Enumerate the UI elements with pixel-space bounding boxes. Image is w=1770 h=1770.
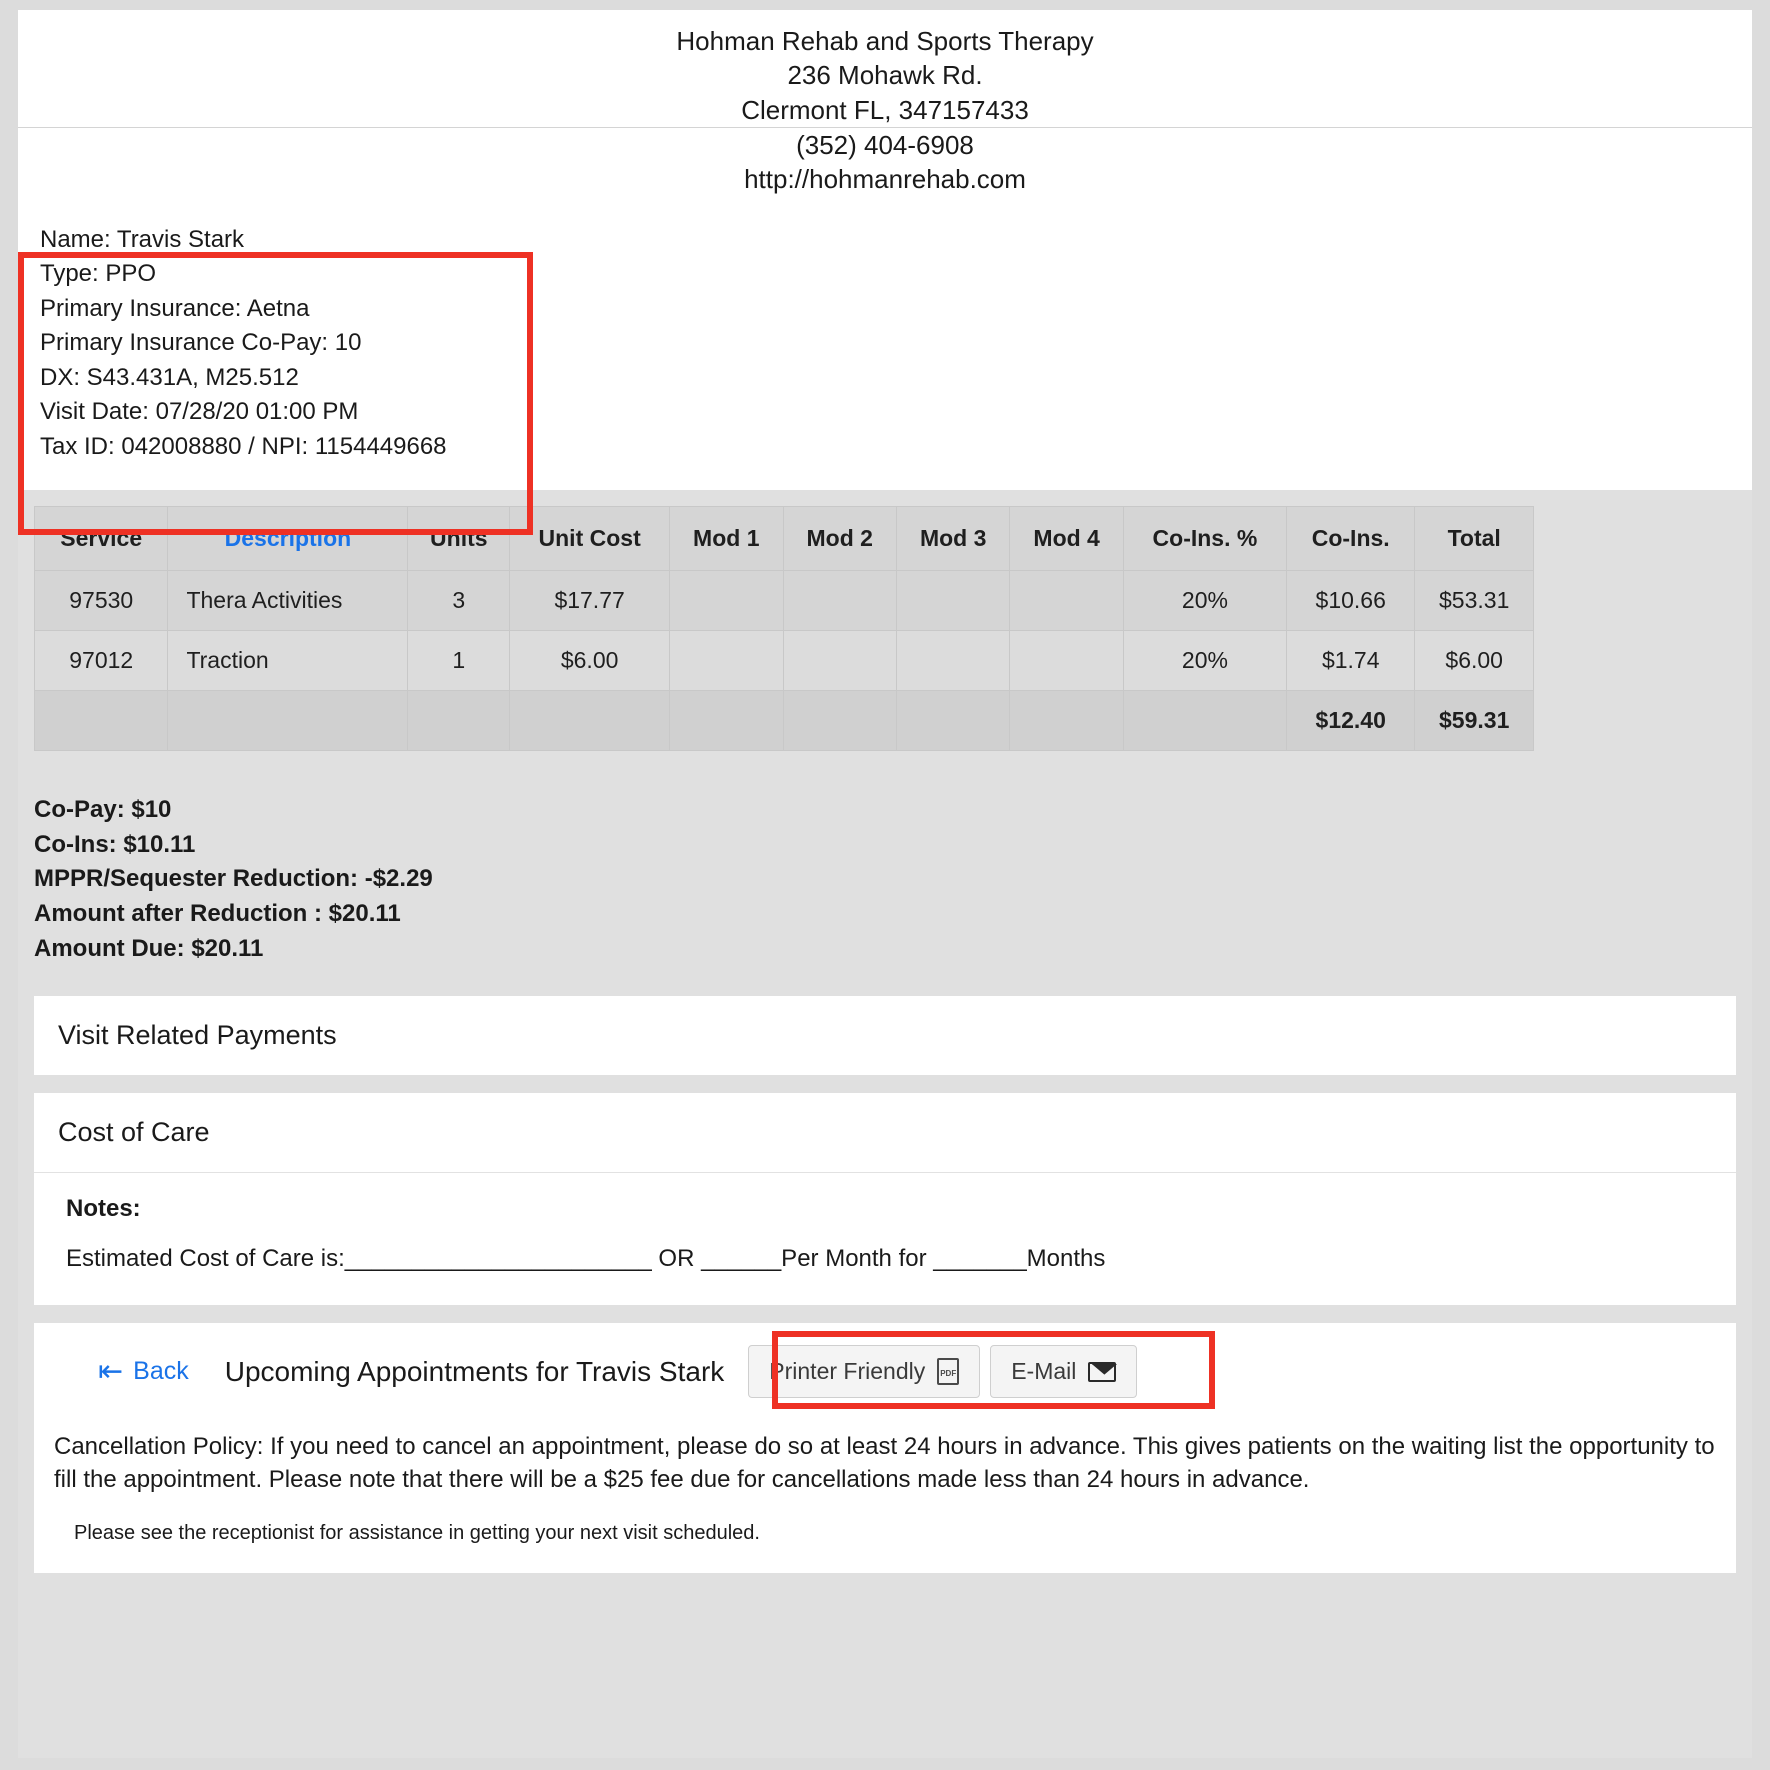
notes-label: Notes: bbox=[66, 1195, 141, 1223]
appointments-panel bbox=[34, 1323, 1736, 1418]
col-mod-1: Mod 1 bbox=[670, 507, 783, 571]
summary-amount-due: Amount Due: $20.11 bbox=[34, 934, 264, 962]
appointments-title: Upcoming Appointments for Travis Stark bbox=[224, 1355, 725, 1387]
printer-friendly-label: Printer Friendly bbox=[769, 1358, 926, 1385]
receptionist-note: Please see the receptionist for assistance in getting your next visit scheduled. bbox=[34, 1500, 1736, 1573]
patient-info bbox=[18, 207, 1752, 475]
clinic-city-state-zip: Clermont FL, 347157433 bbox=[741, 94, 1029, 125]
visit-related-payments-title: Visit Related Payments bbox=[58, 1020, 337, 1051]
cell-unit-cost: $6.00 bbox=[510, 631, 670, 691]
back-arrow-icon: ⇤ bbox=[98, 1354, 124, 1388]
col-unit-cost: Unit Cost bbox=[510, 507, 670, 571]
patient-type: Type: PPO bbox=[40, 260, 157, 288]
totals-blank-3 bbox=[408, 691, 510, 751]
totals-coins: $12.40 bbox=[1287, 691, 1415, 751]
printer-friendly-button[interactable] bbox=[748, 1345, 980, 1398]
patient-info-section bbox=[18, 207, 1752, 491]
totals-total: $59.31 bbox=[1415, 691, 1534, 751]
cell-unit-cost: $17.77 bbox=[510, 571, 670, 631]
email-button[interactable] bbox=[990, 1345, 1137, 1398]
cell-mod-1 bbox=[670, 631, 783, 691]
totals-blank-6 bbox=[783, 691, 896, 751]
totals-blank-8 bbox=[1010, 691, 1123, 751]
col-total: Total bbox=[1415, 507, 1534, 571]
cell-mod-1 bbox=[670, 571, 783, 631]
col-coins: Co-Ins. bbox=[1287, 507, 1415, 571]
totals-blank-9 bbox=[1123, 691, 1286, 751]
cell-service: 97012 bbox=[35, 631, 168, 691]
services-table bbox=[34, 506, 1534, 751]
document-sheet bbox=[18, 10, 1752, 1758]
cancellation-policy: Cancellation Policy: If you need to cancel an appointment, please do so at least 24 hours in advance. This gives patients on the waiting list the opportunity to fill the appointment. Please note that there will be a $25 fee due for cancellations made less than 24 hours in advance. bbox=[34, 1418, 1736, 1500]
summary-coins: Co-Ins: $10.11 bbox=[34, 830, 196, 858]
totals-blank-1 bbox=[35, 691, 168, 751]
cost-of-care-title: Cost of Care bbox=[58, 1117, 210, 1148]
patient-dx: DX: S43.431A, M25.512 bbox=[40, 363, 299, 391]
col-description[interactable]: Description bbox=[168, 507, 408, 571]
cell-total: $6.00 bbox=[1415, 631, 1534, 691]
cell-mod-2 bbox=[783, 631, 896, 691]
col-mod-2: Mod 2 bbox=[783, 507, 896, 571]
patient-primary-insurance: Primary Insurance: Aetna bbox=[40, 294, 310, 322]
col-units: Units bbox=[408, 507, 510, 571]
cell-coins: $10.66 bbox=[1287, 571, 1415, 631]
summary-mppr: MPPR/Sequester Reduction: -$2.29 bbox=[34, 865, 433, 893]
summary-after-reduction: Amount after Reduction : $20.11 bbox=[34, 900, 401, 928]
back-label: Back bbox=[133, 1357, 189, 1386]
summary-copay: Co-Pay: $10 bbox=[34, 796, 172, 824]
mail-icon bbox=[1088, 1362, 1116, 1382]
cell-service: 97530 bbox=[35, 571, 168, 631]
appointments-actions bbox=[748, 1345, 1137, 1398]
col-mod-3: Mod 3 bbox=[896, 507, 1009, 571]
patient-primary-copay: Primary Insurance Co-Pay: 10 bbox=[40, 329, 362, 357]
table-header-row bbox=[35, 507, 1534, 571]
table-row bbox=[35, 571, 1534, 631]
clinic-address: 236 Mohawk Rd. bbox=[787, 60, 983, 91]
patient-name: Name: Travis Stark bbox=[40, 225, 245, 253]
totals-blank-2 bbox=[168, 691, 408, 751]
cell-description: Thera Activities bbox=[168, 571, 408, 631]
cell-mod-2 bbox=[783, 571, 896, 631]
cell-mod-3 bbox=[896, 631, 1009, 691]
totals-blank-7 bbox=[896, 691, 1009, 751]
patient-visit-date: Visit Date: 07/28/20 01:00 PM bbox=[40, 398, 359, 426]
clinic-phone: (352) 404-6908 bbox=[796, 129, 974, 160]
estimate-line: Estimated Cost of Care is:_______________________ OR ______Per Month for _______Months bbox=[66, 1245, 1106, 1273]
col-mod-4: Mod 4 bbox=[1010, 507, 1123, 571]
cell-mod-4 bbox=[1010, 571, 1123, 631]
cell-coins: $1.74 bbox=[1287, 631, 1415, 691]
visit-related-payments-panel bbox=[34, 996, 1736, 1075]
patient-tax-npi: Tax ID: 042008880 / NPI: 1154449668 bbox=[40, 432, 447, 460]
clinic-name: Hohman Rehab and Sports Therapy bbox=[676, 26, 1094, 56]
cell-total: $53.31 bbox=[1415, 571, 1534, 631]
cell-description: Traction bbox=[168, 631, 408, 691]
cell-mod-3 bbox=[896, 571, 1009, 631]
col-service: Service bbox=[35, 507, 168, 571]
cost-of-care-panel bbox=[34, 1093, 1736, 1305]
totals-blank-5 bbox=[670, 691, 783, 751]
col-coins-pct: Co-Ins. % bbox=[1123, 507, 1286, 571]
table-row bbox=[35, 631, 1534, 691]
cell-coins-pct: 20% bbox=[1123, 631, 1286, 691]
cell-units: 3 bbox=[408, 571, 510, 631]
clinic-header bbox=[18, 10, 1752, 207]
services-table-section bbox=[18, 490, 1752, 751]
pdf-icon: PDF bbox=[937, 1358, 959, 1385]
cell-coins-pct: 20% bbox=[1123, 571, 1286, 631]
cell-units: 1 bbox=[408, 631, 510, 691]
cell-mod-4 bbox=[1010, 631, 1123, 691]
billing-summary bbox=[18, 751, 1752, 996]
appointments-toolbar bbox=[34, 1323, 1736, 1418]
totals-blank-4 bbox=[510, 691, 670, 751]
clinic-website: http://hohmanrehab.com bbox=[744, 164, 1026, 195]
email-label: E-Mail bbox=[1011, 1358, 1077, 1385]
table-totals-row bbox=[35, 691, 1534, 751]
back-button[interactable] bbox=[98, 1354, 189, 1388]
